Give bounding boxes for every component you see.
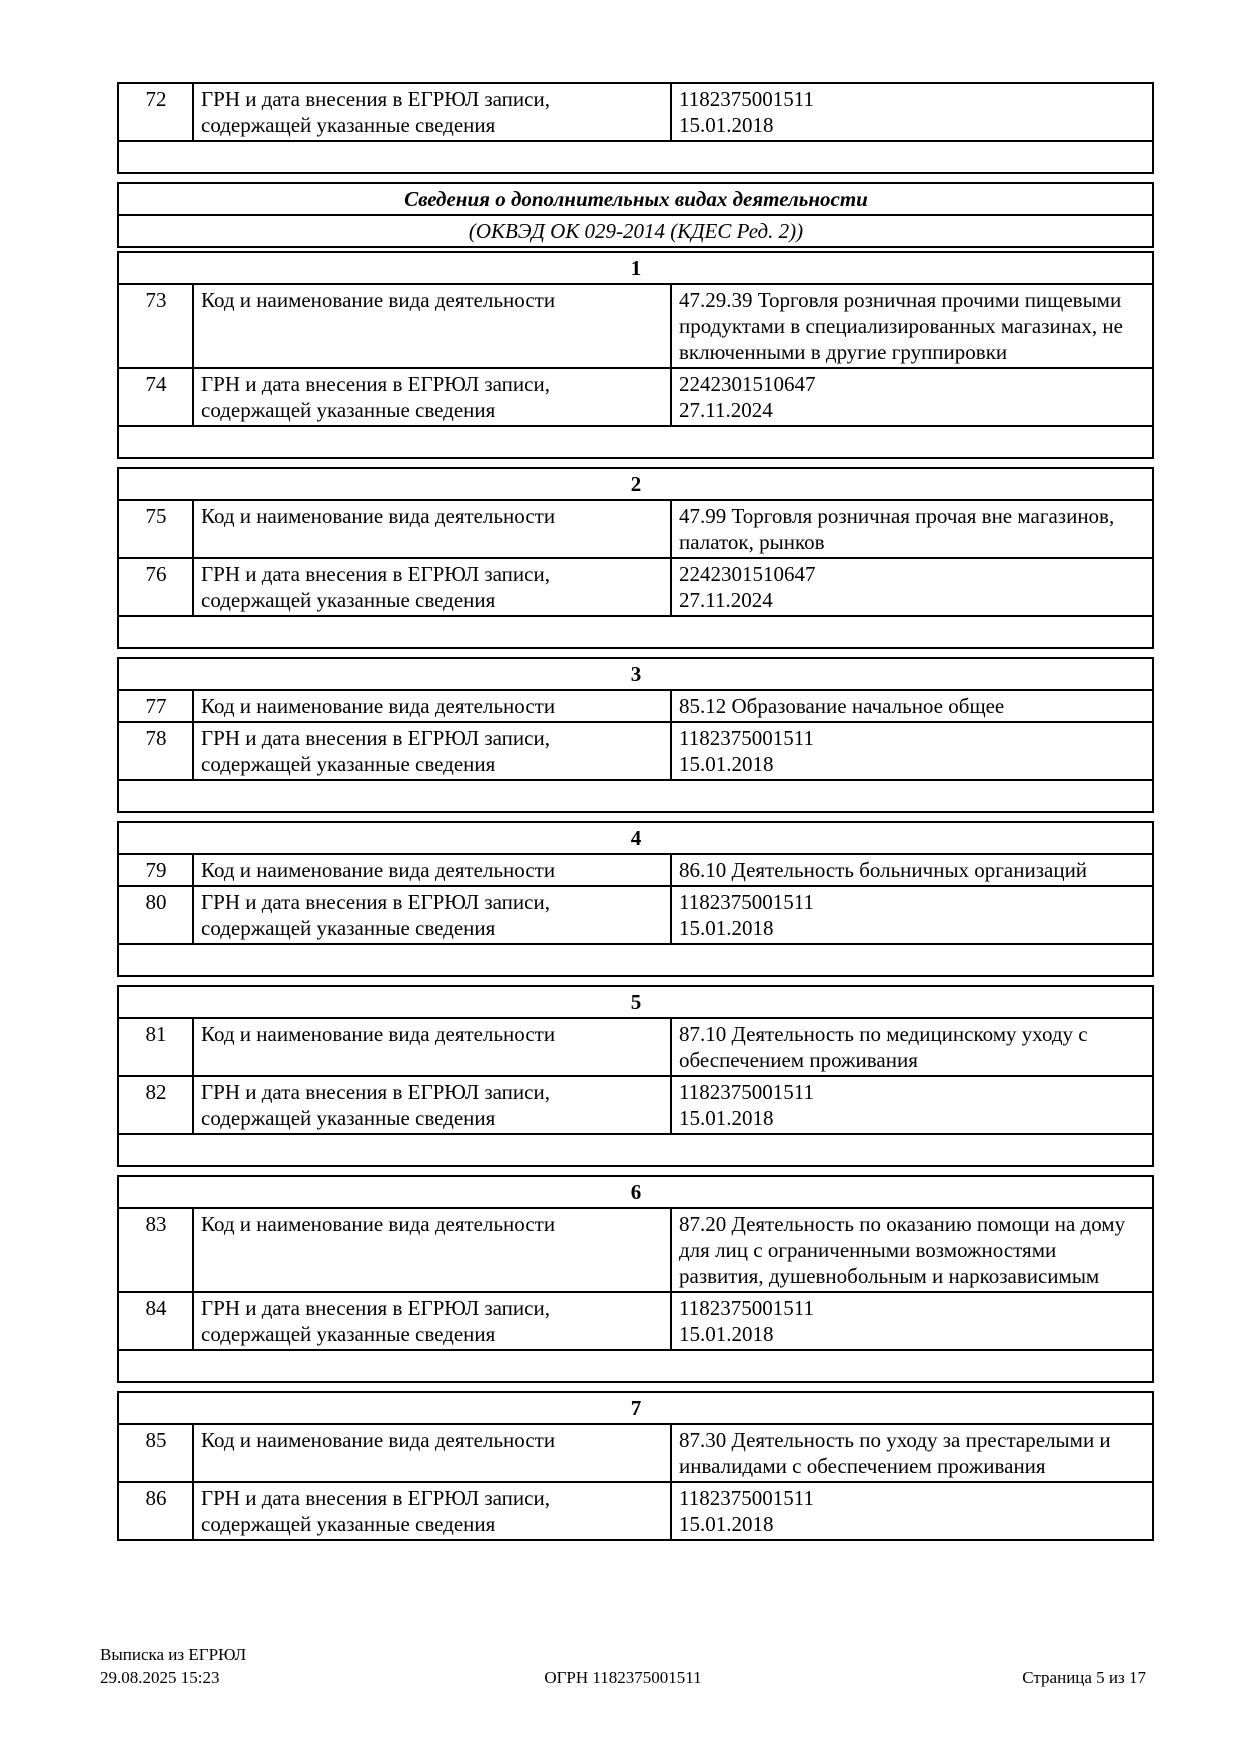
empty-row [118, 141, 1153, 173]
field-label-grn [193, 1292, 671, 1350]
empty-cell [118, 616, 1153, 648]
row-number: 73 [118, 284, 193, 368]
grn-date: 15.01.2018 [679, 1512, 774, 1536]
field-label-line2: содержащей указанные сведения [201, 752, 496, 776]
activity-section-5 [117, 985, 1154, 1167]
field-label-line2: содержащей указанные сведения [201, 113, 496, 137]
table-row-81 [118, 1018, 1153, 1076]
activity-section-1 [117, 251, 1154, 459]
empty-row [118, 780, 1153, 812]
activity-value: 87.30 Деятельность по уходу за престарелыми и инвалидами с обеспечением проживания [671, 1424, 1153, 1482]
section-number-row [118, 658, 1153, 690]
row-number: 84 [118, 1292, 193, 1350]
field-label-line2: содержащей указанные сведения [201, 1322, 496, 1346]
section-number-row [118, 822, 1153, 854]
empty-row [118, 616, 1153, 648]
section-title-row [118, 183, 1153, 215]
field-label-line1: ГРН и дата внесения в ЕГРЮЛ записи, [201, 87, 550, 111]
section-number: 1 [118, 252, 1153, 284]
section-number: 2 [118, 468, 1153, 500]
grn-number: 1182375001511 [679, 1486, 814, 1510]
table-row-72 [118, 83, 1153, 141]
empty-cell [118, 1350, 1153, 1382]
field-label-activity: Код и наименование вида деятельности [193, 690, 671, 722]
field-label-line1: ГРН и дата внесения в ЕГРЮЛ записи, [201, 1296, 550, 1320]
section-number: 6 [118, 1176, 1153, 1208]
row-number: 85 [118, 1424, 193, 1482]
field-label-grn [193, 886, 671, 944]
row-number: 78 [118, 722, 193, 780]
field-label-line1: ГРН и дата внесения в ЕГРЮЛ записи, [201, 1486, 550, 1510]
grn-date: 15.01.2018 [679, 1106, 774, 1130]
grn-date: 27.11.2024 [679, 588, 773, 612]
field-label-line2: содержащей указанные сведения [201, 398, 496, 422]
table-row-85 [118, 1424, 1153, 1482]
field-label-activity: Код и наименование вида деятельности [193, 854, 671, 886]
activity-section-7 [117, 1391, 1154, 1541]
field-label-line1: ГРН и дата внесения в ЕГРЮЛ записи, [201, 372, 550, 396]
activity-value: 85.12 Образование начальное общее [671, 690, 1153, 722]
section-number: 7 [118, 1392, 1153, 1424]
field-label-line2: содержащей указанные сведения [201, 1512, 496, 1536]
grn-date: 15.01.2018 [679, 113, 774, 137]
row-number: 82 [118, 1076, 193, 1134]
empty-row [118, 1350, 1153, 1382]
empty-cell [118, 141, 1153, 173]
table-row-75 [118, 500, 1153, 558]
footer-generated-datetime: 29.08.2025 15:23 [100, 1668, 220, 1687]
activity-section-3 [117, 657, 1154, 813]
row-number: 86 [118, 1482, 193, 1540]
field-label-line1: ГРН и дата внесения в ЕГРЮЛ записи, [201, 1080, 550, 1104]
field-label-grn [193, 368, 671, 426]
field-label-activity: Код и наименование вида деятельности [193, 1018, 671, 1076]
footer-ogrn: ОГРН 1182375001511 [544, 1668, 702, 1687]
row-number: 83 [118, 1208, 193, 1292]
section-number-row [118, 252, 1153, 284]
row-number: 75 [118, 500, 193, 558]
field-label-grn [193, 1076, 671, 1134]
activity-section-2 [117, 467, 1154, 649]
row-number: 79 [118, 854, 193, 886]
field-label-line2: содержащей указанные сведения [201, 916, 496, 940]
section-number-row [118, 1392, 1153, 1424]
grn-date: 15.01.2018 [679, 916, 774, 940]
grn-date: 15.01.2018 [679, 752, 774, 776]
row-number: 76 [118, 558, 193, 616]
table-row-83 [118, 1208, 1153, 1292]
table-row-78 [118, 722, 1153, 780]
empty-cell [118, 426, 1153, 458]
empty-row [118, 426, 1153, 458]
empty-cell [118, 780, 1153, 812]
empty-cell [118, 1134, 1153, 1166]
grn-value-cell [671, 1482, 1153, 1540]
table-row-79 [118, 854, 1153, 886]
grn-value-cell [671, 886, 1153, 944]
footer-page-number: Страница 5 из 17 [1022, 1668, 1146, 1687]
row-number: 80 [118, 886, 193, 944]
field-label-grn [193, 1482, 671, 1540]
table-row-82 [118, 1076, 1153, 1134]
table-row-77 [118, 690, 1153, 722]
section-subtitle: (ОКВЭД ОК 029-2014 (КДЕС Ред. 2)) [118, 215, 1153, 247]
grn-value-cell [671, 1292, 1153, 1350]
field-label-line1: ГРН и дата внесения в ЕГРЮЛ записи, [201, 726, 550, 750]
table-row-84 [118, 1292, 1153, 1350]
table-row-80 [118, 886, 1153, 944]
empty-cell [118, 944, 1153, 976]
grn-number: 1182375001511 [679, 1296, 814, 1320]
grn-value-cell [671, 722, 1153, 780]
table-row-86 [118, 1482, 1153, 1540]
section-subtitle-row [118, 215, 1153, 247]
activity-value: 86.10 Деятельность больничных организаций [671, 854, 1153, 886]
intro-table [117, 82, 1154, 174]
section-number: 5 [118, 986, 1153, 1018]
field-label-line2: содержащей указанные сведения [201, 1106, 496, 1130]
table-row-76 [118, 558, 1153, 616]
field-label-activity: Код и наименование вида деятельности [193, 1424, 671, 1482]
grn-value-cell [671, 83, 1153, 141]
empty-row [118, 1134, 1153, 1166]
grn-number: 1182375001511 [679, 890, 814, 914]
grn-number: 2242301510647 [679, 562, 816, 586]
grn-value-cell [671, 1076, 1153, 1134]
field-label-grn [193, 558, 671, 616]
field-label-line2: содержащей указанные сведения [201, 588, 496, 612]
grn-value-cell [671, 368, 1153, 426]
row-number: 81 [118, 1018, 193, 1076]
grn-date: 27.11.2024 [679, 398, 773, 422]
section-number-row [118, 1176, 1153, 1208]
section-header-table [117, 182, 1154, 248]
grn-date: 15.01.2018 [679, 1322, 774, 1346]
field-label-line1: ГРН и дата внесения в ЕГРЮЛ записи, [201, 562, 550, 586]
grn-number: 2242301510647 [679, 372, 816, 396]
activity-value: 87.20 Деятельность по оказанию помощи на дому для лиц с ограниченными возможностями развития, душевнобольным и наркозависимым [671, 1208, 1153, 1292]
field-label-activity: Код и наименование вида деятельности [193, 284, 671, 368]
activity-section-4 [117, 821, 1154, 977]
grn-value-cell [671, 558, 1153, 616]
section-number: 4 [118, 822, 1153, 854]
grn-number: 1182375001511 [679, 87, 814, 111]
field-label-grn [193, 722, 671, 780]
activity-value: 87.10 Деятельность по медицинскому уходу с обеспечением проживания [671, 1018, 1153, 1076]
section-number: 3 [118, 658, 1153, 690]
activity-value: 47.29.39 Торговля розничная прочими пищевыми продуктами в специализированных магазинах, не включенными в другие группировки [671, 284, 1153, 368]
section-number-row [118, 468, 1153, 500]
row-number: 72 [118, 83, 193, 141]
page-footer [100, 1641, 1146, 1689]
empty-row [118, 944, 1153, 976]
section-number-row [118, 986, 1153, 1018]
field-label-activity: Код и наименование вида деятельности [193, 500, 671, 558]
grn-number: 1182375001511 [679, 726, 814, 750]
row-number: 74 [118, 368, 193, 426]
section-title: Сведения о дополнительных видах деятельности [118, 183, 1153, 215]
field-label-grn [193, 83, 671, 141]
table-row-74 [118, 368, 1153, 426]
field-label-activity: Код и наименование вида деятельности [193, 1208, 671, 1292]
table-row-73 [118, 284, 1153, 368]
grn-number: 1182375001511 [679, 1080, 814, 1104]
activity-value: 47.99 Торговля розничная прочая вне магазинов, палаток, рынков [671, 500, 1153, 558]
row-number: 77 [118, 690, 193, 722]
field-label-line1: ГРН и дата внесения в ЕГРЮЛ записи, [201, 890, 550, 914]
footer-doc-type: Выписка из ЕГРЮЛ [100, 1645, 247, 1664]
activity-section-6 [117, 1175, 1154, 1383]
